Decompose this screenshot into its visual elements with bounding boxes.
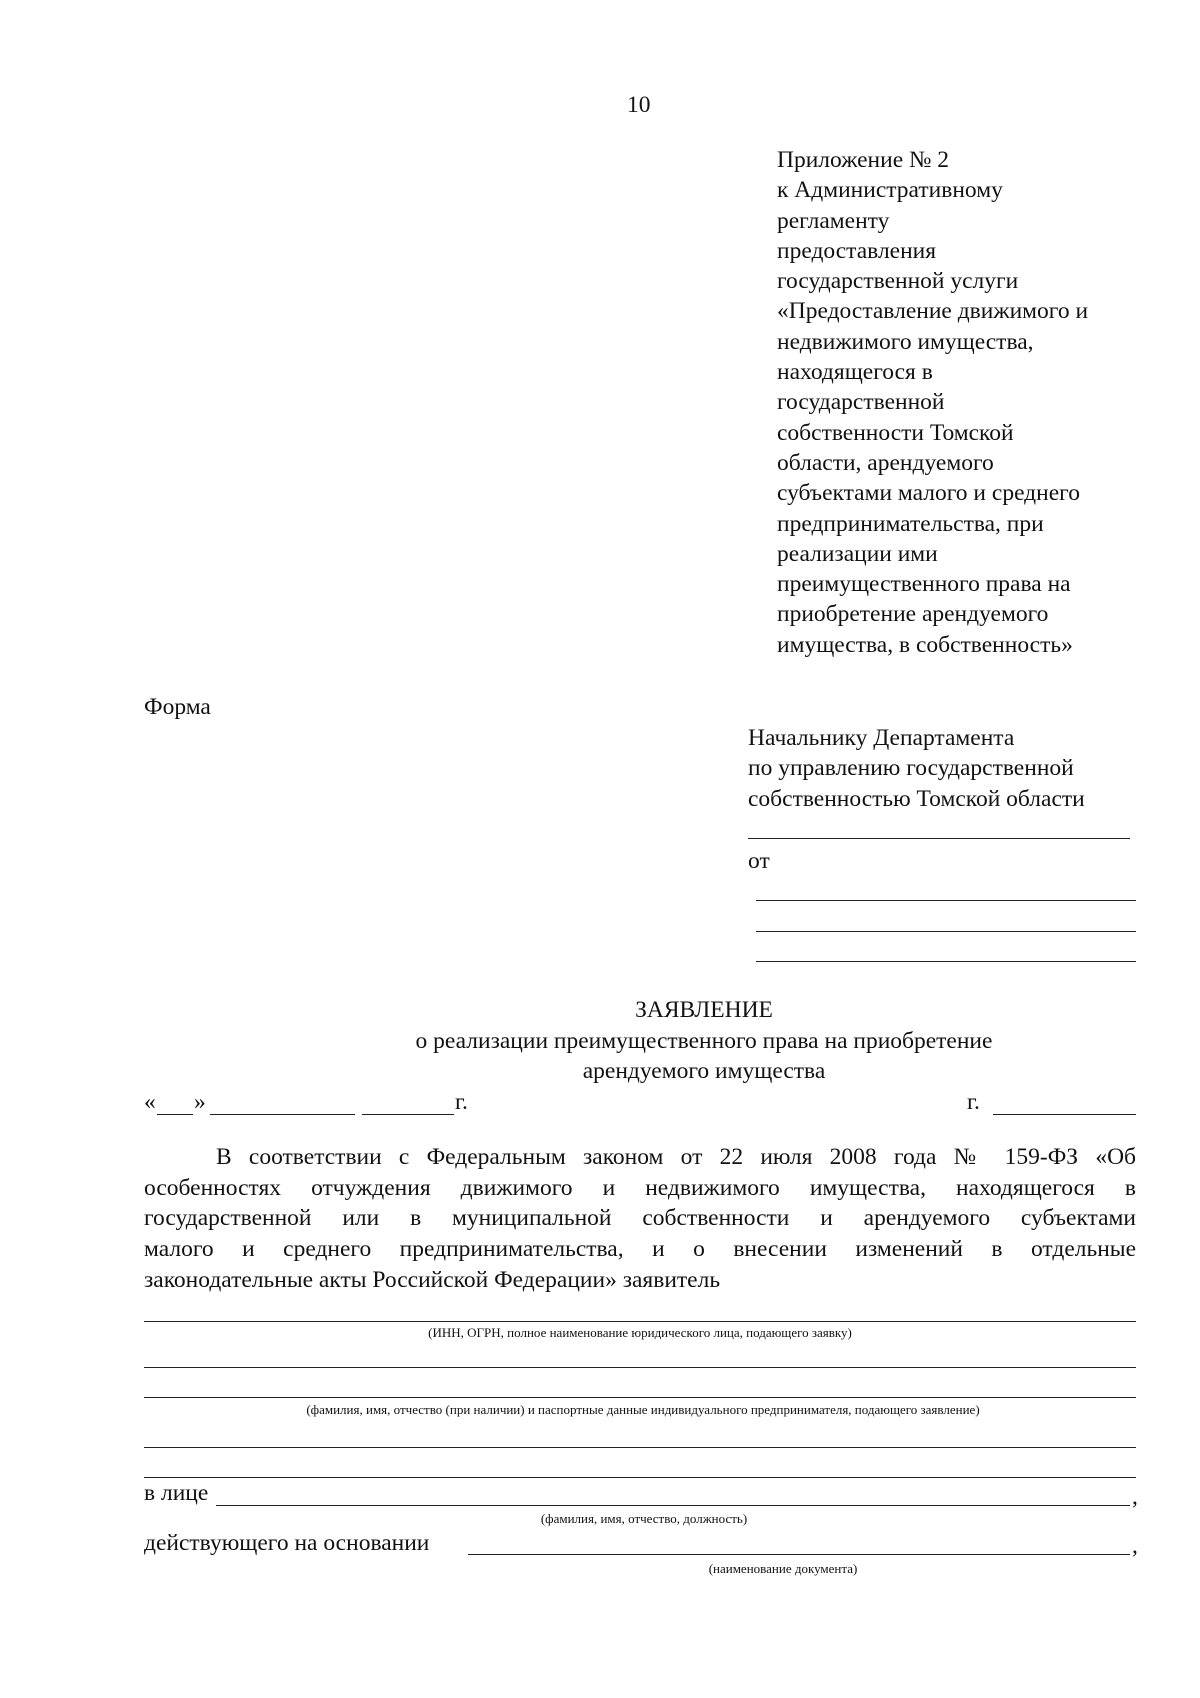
appendix-line: государственной bbox=[777, 389, 945, 416]
represented-by-label: в лице bbox=[144, 1480, 209, 1506]
entrepreneur-field-2[interactable] bbox=[144, 1397, 1136, 1398]
form-label: Форма bbox=[144, 694, 211, 720]
appendix-line: находящегося в bbox=[777, 359, 933, 386]
date-year-suffix: г. bbox=[455, 1089, 468, 1115]
appendix-line: приобретение арендуемого bbox=[777, 601, 1049, 628]
represented-by-field[interactable] bbox=[216, 1505, 1130, 1506]
legal-entity-field[interactable] bbox=[144, 1321, 1136, 1322]
addressee-line: собственностью Томской области bbox=[748, 785, 1085, 812]
from-field-1[interactable] bbox=[756, 900, 1136, 901]
date-open-quote: « bbox=[144, 1089, 156, 1115]
page-number: 10 bbox=[627, 92, 651, 118]
from-field-3[interactable] bbox=[756, 961, 1136, 962]
appendix-line: предоставления bbox=[777, 237, 937, 264]
from-label: от bbox=[748, 848, 770, 874]
date-close-quote: » bbox=[194, 1089, 206, 1115]
appendix-line: реализации ими bbox=[777, 540, 938, 567]
statement-paragraph bbox=[144, 1142, 1136, 1296]
document-caption: (наименование документа) bbox=[708, 1561, 858, 1576]
addressee-line: по управлению государственной bbox=[748, 755, 1074, 782]
appendix-line: предпринимательства, при bbox=[777, 510, 1044, 537]
addressee-line: Начальнику Департамента bbox=[748, 725, 1015, 751]
acting-basis-label: действующего на основании bbox=[144, 1530, 430, 1556]
entrepreneur-field-1[interactable] bbox=[144, 1367, 1136, 1368]
addressee-block bbox=[748, 723, 1085, 814]
date-year-field[interactable] bbox=[362, 1114, 454, 1115]
appendix-line: области, арендуемого bbox=[777, 449, 994, 476]
document-subtitle: о реализации преимущественного права на приобретение bbox=[415, 1028, 993, 1054]
document-subtitle: арендуемого имущества bbox=[582, 1058, 826, 1084]
appendix-line: собственности Томской bbox=[777, 419, 1014, 446]
paragraph-line: особенностях отчуждения движимого и недвижимого имущества, находящегося в bbox=[144, 1174, 1136, 1201]
paragraph-line: законодательные акты Российской Федерации» заявитель bbox=[144, 1266, 721, 1293]
entrepreneur-caption: (фамилия, имя, отчество (при наличии) и паспортные данные индивидуального предпринимателя, подающего заявление) bbox=[306, 1402, 980, 1417]
entrepreneur-field-4[interactable] bbox=[144, 1477, 1136, 1478]
appendix-line: имущества, в собственность» bbox=[777, 631, 1073, 658]
city-prefix: г. bbox=[967, 1089, 980, 1115]
appendix-line: регламенту bbox=[777, 207, 890, 234]
entrepreneur-field-3[interactable] bbox=[144, 1447, 1136, 1448]
comma: , bbox=[1132, 1533, 1138, 1559]
legal-entity-caption: (ИНН, ОГРН, полное наименование юридического лица, подающего заявку) bbox=[428, 1325, 852, 1340]
appendix-block bbox=[777, 145, 1088, 660]
appendix-line: к Административному bbox=[777, 177, 1003, 204]
paragraph-line: малого и среднего предпринимательства, и о внесении изменений в отдельные bbox=[144, 1236, 1136, 1263]
paragraph-line: государственной или в муниципальной собственности и арендуемого субъектами bbox=[144, 1205, 1136, 1232]
date-day-field[interactable] bbox=[157, 1114, 193, 1115]
appendix-line: недвижимого имущества, bbox=[777, 328, 1034, 355]
from-field-2[interactable] bbox=[756, 931, 1136, 932]
appendix-line: «Предоставление движимого и bbox=[777, 298, 1089, 325]
appendix-line: Приложение № 2 bbox=[777, 147, 950, 173]
comma: , bbox=[1132, 1484, 1138, 1510]
acting-basis-field[interactable] bbox=[468, 1554, 1130, 1555]
person-caption: (фамилия, имя, отчество, должность) bbox=[540, 1511, 748, 1526]
date-month-field[interactable] bbox=[210, 1114, 355, 1115]
addressee-name-field[interactable] bbox=[748, 838, 1130, 839]
appendix-line: государственной услуги bbox=[777, 268, 1019, 295]
appendix-line: субъектами малого и среднего bbox=[777, 480, 1080, 507]
city-field[interactable] bbox=[993, 1114, 1136, 1115]
paragraph-line: В соответствии с Федеральным законом от 22 июля 2008 года № 159-ФЗ «Об bbox=[216, 1144, 1136, 1170]
document-title: ЗАЯВЛЕНИЕ bbox=[635, 997, 773, 1023]
appendix-line: преимущественного права на bbox=[777, 571, 1071, 598]
